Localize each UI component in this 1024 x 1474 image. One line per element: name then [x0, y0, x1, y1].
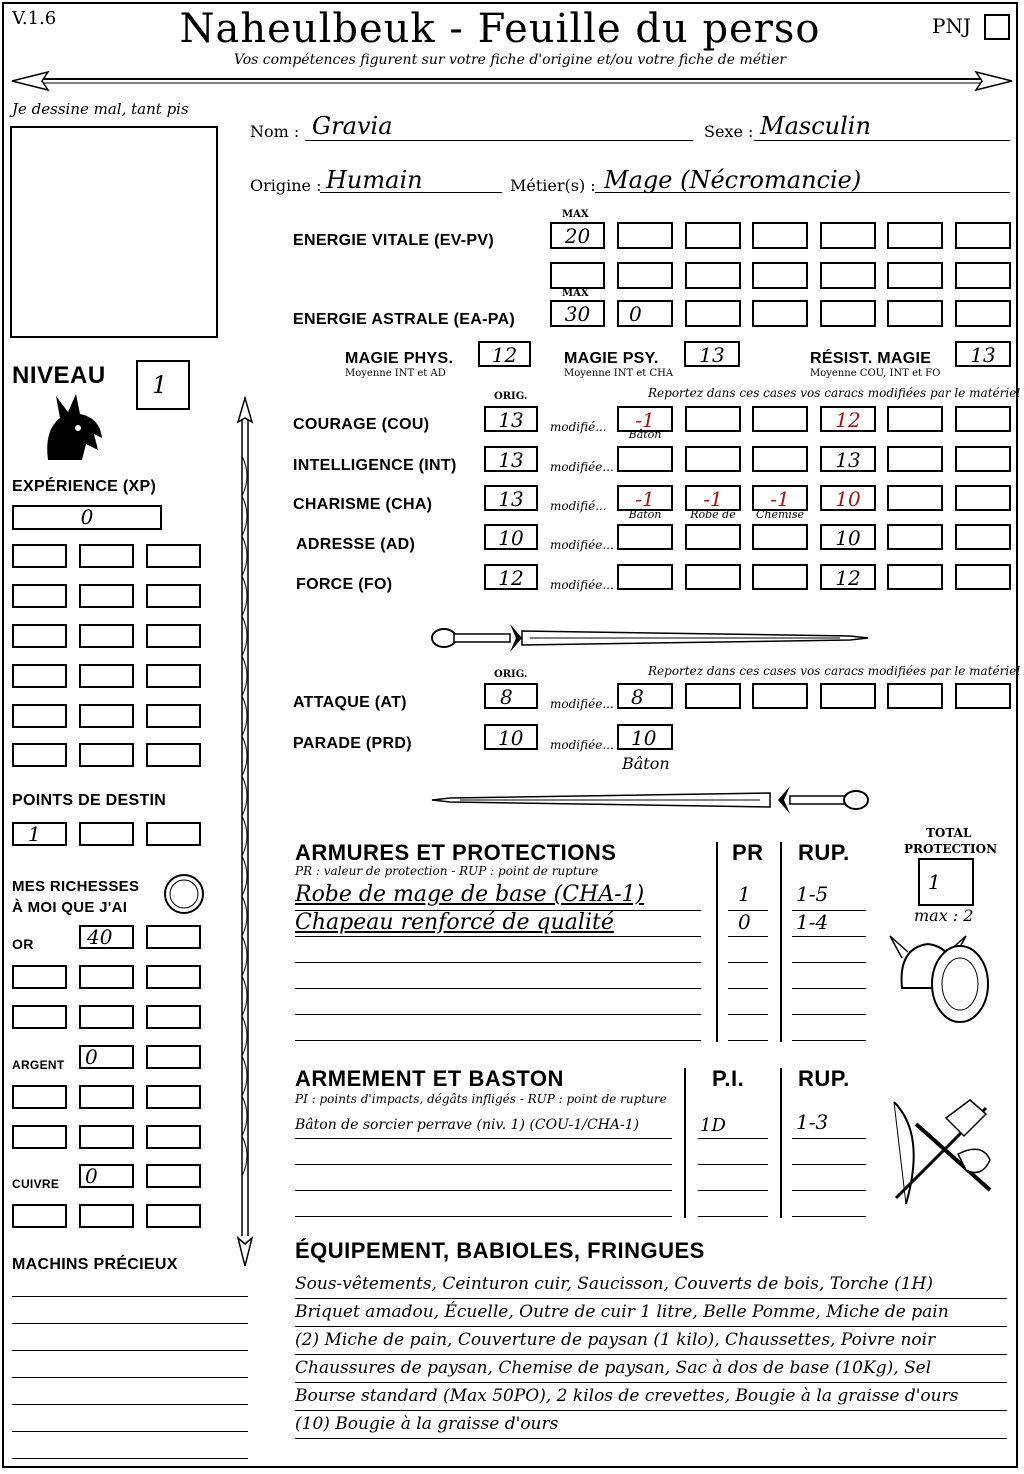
cha-mod-note-1: Bâton — [628, 508, 662, 521]
equipement-line-4[interactable]: Chaussures de paysan, Chemise de paysan, Sac à dos de base (10Kg), Sel — [295, 1358, 932, 1378]
total-max: max : 2 — [914, 906, 974, 925]
magie-phys-label: MAGIE PHYS. — [345, 350, 454, 367]
equipement-line-3[interactable]: (2) Miche de pain, Couverture de paysan (1 kilo), Chaussettes, Poivre noir — [295, 1330, 936, 1350]
int-box-6[interactable] — [955, 446, 1011, 472]
argent-box-2[interactable] — [146, 1045, 201, 1069]
xp-grid-box[interactable] — [146, 704, 201, 728]
page-subtitle: Vos compétences figurent sur votre fiche d'origine et/ou votre fiche de métier — [233, 52, 787, 68]
magie-psy-note: Moyenne INT et CHA — [564, 368, 674, 379]
xp-grid-box[interactable] — [146, 544, 201, 568]
cha-modifie-label: modifié... — [550, 499, 607, 513]
armement-pi-header: P.I. — [712, 1066, 745, 1091]
xp-box[interactable]: 0 — [12, 505, 162, 530]
nom-value[interactable]: Gravia — [312, 112, 393, 140]
cuivre-label: CUIVRE — [12, 1177, 60, 1191]
nom-label: Nom : — [250, 122, 300, 141]
origine-value[interactable]: Humain — [326, 166, 423, 194]
portrait-box[interactable] — [10, 126, 218, 338]
ev-box-9[interactable] — [617, 262, 673, 289]
ev-label: ENERGIE VITALE (EV-PV) — [293, 232, 494, 249]
cha-box-6[interactable] — [955, 485, 1011, 511]
xp-grid-box[interactable] — [79, 544, 134, 568]
cha-mod-note-3: Chemise — [755, 508, 805, 521]
destin-box-1[interactable]: 1 — [12, 822, 67, 846]
or-label: OR — [12, 936, 34, 952]
version-label: V.1.6 — [12, 8, 57, 29]
cou-mod-box-3[interactable] — [752, 406, 808, 432]
or-box-6[interactable] — [12, 1005, 67, 1029]
argent-box-5[interactable] — [146, 1085, 201, 1109]
ev-box-13[interactable] — [887, 262, 943, 289]
fo-final-box[interactable]: 12 — [820, 564, 876, 590]
niveau-box[interactable]: 1 — [136, 360, 190, 410]
resist-magie-label: RÉSIST. MAGIE — [810, 350, 932, 367]
cha-box-5[interactable] — [887, 485, 943, 511]
argent-box-8[interactable] — [146, 1125, 201, 1149]
ev-box-3[interactable] — [685, 222, 741, 249]
sword-icon — [430, 618, 870, 658]
portrait-label: Je dessine mal, tant pis — [12, 100, 189, 118]
at-mod-box-3[interactable] — [752, 683, 808, 709]
int-modifiee-label: modifiée... — [550, 460, 614, 474]
xp-grid-box[interactable] — [79, 624, 134, 648]
xp-grid-box[interactable] — [12, 704, 67, 728]
xp-grid-box[interactable] — [146, 584, 201, 608]
origine-label: Origine : — [250, 176, 322, 195]
ea-label: ENERGIE ASTRALE (EA-PA) — [293, 311, 516, 328]
armement-title: ARMEMENT ET BASTON — [295, 1066, 564, 1091]
xp-grid-box[interactable] — [146, 664, 201, 688]
ea-max-label: MAX — [562, 288, 589, 299]
coin-icon — [162, 872, 206, 916]
or-box-3[interactable] — [12, 965, 67, 989]
precieux-label: MACHINS PRÉCIEUX — [12, 1256, 178, 1273]
xp-grid-box[interactable] — [12, 624, 67, 648]
armures-rup-header: RUP. — [798, 840, 850, 865]
cou-final-box[interactable]: 12 — [820, 406, 876, 432]
cuivre-box-2[interactable] — [146, 1164, 201, 1188]
sexe-value[interactable]: Masculin — [760, 112, 871, 140]
arme-1-name[interactable]: Bâton de sorcier perrave (niv. 1) (COU-1/CHA-1) — [295, 1117, 640, 1133]
int-mod-box-3[interactable] — [752, 446, 808, 472]
armure-2-rup[interactable]: 1-4 — [796, 910, 829, 934]
at-mod-box-1[interactable]: 8 — [617, 683, 673, 709]
resist-magie-box[interactable]: 13 — [955, 341, 1011, 367]
total-label-2: PROTECTION — [904, 842, 998, 856]
argent-label: ARGENT — [12, 1058, 65, 1072]
at-orig-box[interactable]: 8 — [484, 683, 538, 709]
cuivre-box-5[interactable] — [146, 1204, 201, 1228]
arme-1-rup[interactable]: 1-3 — [796, 1110, 829, 1134]
fo-mod-box-3[interactable] — [752, 564, 808, 590]
int-orig-box[interactable]: 13 — [484, 446, 538, 472]
weapons-icon — [886, 1094, 1002, 1214]
prd-mod-note-1: Bâton — [622, 754, 670, 773]
armures-title: ARMURES ET PROTECTIONS — [295, 840, 617, 865]
armement-rup-header: RUP. — [798, 1066, 850, 1091]
cha-mod-note-2: Robe de — [690, 508, 736, 521]
cou-label: COURAGE (COU) — [293, 416, 430, 433]
at-mod-box-6[interactable] — [955, 683, 1011, 709]
or-box-4[interactable] — [79, 965, 134, 989]
equipement-line-1[interactable]: Sous-vêtements, Ceinturon cuir, Saucisson, Couverts de bois, Torche (1H) — [295, 1274, 933, 1294]
cou-box-5[interactable] — [887, 406, 943, 432]
at-mod-box-4[interactable] — [820, 683, 876, 709]
xp-grid-box[interactable] — [12, 743, 67, 767]
cou-box-6[interactable] — [955, 406, 1011, 432]
ea-box-7[interactable] — [955, 300, 1011, 327]
ad-mod-box-2[interactable] — [685, 524, 741, 550]
xp-label: EXPÉRIENCE (XP) — [12, 478, 157, 495]
cha-mod-box-1[interactable]: -1 — [617, 485, 673, 511]
armure-2-pr[interactable]: 0 — [738, 910, 751, 934]
cha-label: CHARISME (CHA) — [293, 496, 433, 513]
armures-note: PR : valeur de protection - RUP : point de rupture — [295, 864, 599, 878]
xp-grid-box[interactable] — [12, 584, 67, 608]
or-box-7[interactable] — [79, 1005, 134, 1029]
report-note: Reportez dans ces cases vos caracs modifiées par le matériel — [648, 386, 1021, 400]
equipement-line-6[interactable]: (10) Bougie à la graisse d'ours — [295, 1414, 559, 1434]
ev-box-12[interactable] — [820, 262, 876, 289]
cou-modifie-label: modifié... — [550, 420, 607, 434]
ev-box-11[interactable] — [752, 262, 808, 289]
xp-grid-box[interactable] — [79, 704, 134, 728]
combat-report-note: Reportez dans ces cases vos caracs modifiées par le matériel — [648, 664, 1021, 678]
xp-grid-box[interactable] — [146, 624, 201, 648]
pnj-checkbox[interactable] — [984, 14, 1010, 40]
ev-box-14[interactable] — [955, 262, 1011, 289]
cou-mod-note-1: Bâton — [628, 428, 662, 441]
int-box-5[interactable] — [887, 446, 943, 472]
destin-box-2[interactable] — [79, 822, 134, 846]
resist-magie-note: Moyenne COU, INT et FO — [810, 368, 941, 379]
armure-1-pr[interactable]: 1 — [738, 882, 751, 906]
argent-box-6[interactable] — [12, 1125, 67, 1149]
cou-mod-box-1[interactable]: -1 — [617, 406, 673, 432]
at-label: ATTAQUE (AT) — [293, 694, 407, 711]
ea-box-5[interactable] — [820, 300, 876, 327]
ea-box-3[interactable] — [685, 300, 741, 327]
magie-phys-note: Moyenne INT et AD — [345, 368, 446, 379]
prd-mod-box-1[interactable]: 10 — [617, 724, 673, 750]
cha-mod-box-3[interactable]: -1 — [752, 485, 808, 511]
armure-1-rup[interactable]: 1-5 — [796, 882, 829, 906]
int-label: INTELLIGENCE (INT) — [293, 457, 457, 474]
sword-icon-2 — [430, 780, 870, 820]
ad-mod-box-1[interactable] — [617, 524, 673, 550]
richesses-label-1: MES RICHESSES — [12, 878, 140, 895]
destin-label: POINTS DE DESTIN — [12, 792, 167, 809]
ea-box-1[interactable]: 30 — [550, 300, 605, 327]
spear-divider-icon — [8, 64, 1016, 94]
ev-box-2[interactable] — [617, 222, 673, 249]
ad-orig-box[interactable]: 10 — [484, 524, 538, 550]
at-mod-box-5[interactable] — [887, 683, 943, 709]
ev-box-5[interactable] — [820, 222, 876, 249]
ev-box-8[interactable] — [550, 262, 605, 289]
ev-box-4[interactable] — [752, 222, 808, 249]
argent-box-1[interactable]: 0 — [79, 1045, 134, 1069]
xp-grid-box[interactable] — [79, 743, 134, 767]
cou-mod-box-2[interactable] — [685, 406, 741, 432]
metier-label: Métier(s) : — [510, 176, 596, 195]
xp-grid-box[interactable] — [79, 664, 134, 688]
cha-orig-box[interactable]: 13 — [484, 485, 538, 511]
pnj-label: PNJ — [932, 14, 971, 38]
ad-final-box[interactable]: 10 — [820, 524, 876, 550]
xp-grid-box[interactable] — [12, 544, 67, 568]
prd-label: PARADE (PRD) — [293, 735, 412, 752]
richesses-label-2: À MOI QUE J'AI — [12, 899, 128, 916]
cuivre-box-1[interactable]: 0 — [79, 1164, 134, 1188]
ea-box-2[interactable]: 0 — [617, 300, 673, 327]
xp-grid-box[interactable] — [12, 664, 67, 688]
equipement-title: ÉQUIPEMENT, BABIOLES, FRINGUES — [295, 1238, 705, 1263]
fo-label: FORCE (FO) — [296, 576, 393, 593]
ev-max-label: MAX — [562, 209, 589, 220]
fo-modifiee-label: modifiée... — [550, 578, 614, 592]
page-title: Naheulbeuk - Feuille du perso — [179, 6, 821, 52]
int-mod-box-1[interactable] — [617, 446, 673, 472]
magie-psy-label: MAGIE PSY. — [564, 350, 659, 367]
ev-box-1[interactable]: 20 — [550, 222, 605, 249]
helmet-shield-icon — [888, 928, 998, 1028]
argent-box-7[interactable] — [79, 1125, 134, 1149]
combat-orig-label: ORIG. — [494, 669, 528, 680]
ad-mod-box-3[interactable] — [752, 524, 808, 550]
cha-final-box[interactable]: 10 — [820, 485, 876, 511]
ev-box-7[interactable] — [955, 222, 1011, 249]
or-box-8[interactable] — [146, 1005, 201, 1029]
armures-pr-header: PR — [732, 840, 764, 865]
xp-grid-box[interactable] — [79, 584, 134, 608]
ea-box-4[interactable] — [752, 300, 808, 327]
ev-box-6[interactable] — [887, 222, 943, 249]
ad-modifiee-label: modifiée... — [550, 538, 614, 552]
total-label-1: TOTAL — [926, 826, 972, 840]
ad-box-5[interactable] — [887, 524, 943, 550]
metier-value[interactable]: Mage (Nécromancie) — [604, 166, 862, 194]
equipement-line-2[interactable]: Briquet amadou, Écuelle, Outre de cuir 1 litre, Belle Pomme, Miche de pain — [295, 1302, 949, 1322]
cou-orig-box[interactable]: 13 — [484, 406, 538, 432]
armure-1-name[interactable]: Robe de mage de base (CHA-1) — [295, 882, 645, 907]
argent-box-3[interactable] — [12, 1085, 67, 1109]
at-mod-box-2[interactable] — [685, 683, 741, 709]
prd-orig-box[interactable]: 10 — [484, 724, 538, 750]
equipement-line-5[interactable]: Bourse standard (Max 50PO), 2 kilos de crevettes, Bougie à la graisse d'ours — [295, 1386, 959, 1406]
argent-box-4[interactable] — [79, 1085, 134, 1109]
or-box-5[interactable] — [146, 965, 201, 989]
armement-note: PI : points d'impacts, dégâts infligés - RUP : point de rupture — [295, 1092, 667, 1106]
dragon-icon — [38, 390, 108, 464]
magie-phys-box[interactable]: 12 — [478, 341, 531, 367]
ad-label: ADRESSE (AD) — [296, 536, 416, 553]
fo-box-5[interactable] — [887, 564, 943, 590]
ea-box-6[interactable] — [887, 300, 943, 327]
staff-icon — [230, 396, 260, 1268]
ad-box-6[interactable] — [955, 524, 1011, 550]
fo-mod-box-2[interactable] — [685, 564, 741, 590]
or-box-1[interactable]: 40 — [79, 925, 134, 949]
armure-2-name[interactable]: Chapeau renforcé de qualité — [295, 910, 614, 935]
int-final-box[interactable]: 13 — [820, 446, 876, 472]
fo-mod-box-1[interactable] — [617, 564, 673, 590]
prd-modifiee-label: modifiée... — [550, 738, 614, 752]
fo-box-6[interactable] — [955, 564, 1011, 590]
xp-grid-box[interactable] — [146, 743, 201, 767]
niveau-label: NIVEAU — [12, 362, 106, 389]
cuivre-box-3[interactable] — [12, 1204, 67, 1228]
orig-label: ORIG. — [494, 391, 528, 402]
destin-box-3[interactable] — [146, 822, 201, 846]
or-box-2[interactable] — [146, 925, 201, 949]
magie-psy-box[interactable]: 13 — [684, 341, 740, 367]
ev-box-10[interactable] — [685, 262, 741, 289]
fo-orig-box[interactable]: 12 — [484, 564, 538, 590]
cha-mod-box-2[interactable]: -1 — [685, 485, 741, 511]
at-modifiee-label: modifiée... — [550, 697, 614, 711]
arme-1-pi[interactable]: 1D — [700, 1115, 726, 1136]
sexe-label: Sexe : — [704, 122, 754, 141]
total-protection-box[interactable]: 1 — [918, 858, 974, 906]
cuivre-box-4[interactable] — [79, 1204, 134, 1228]
int-mod-box-2[interactable] — [685, 446, 741, 472]
